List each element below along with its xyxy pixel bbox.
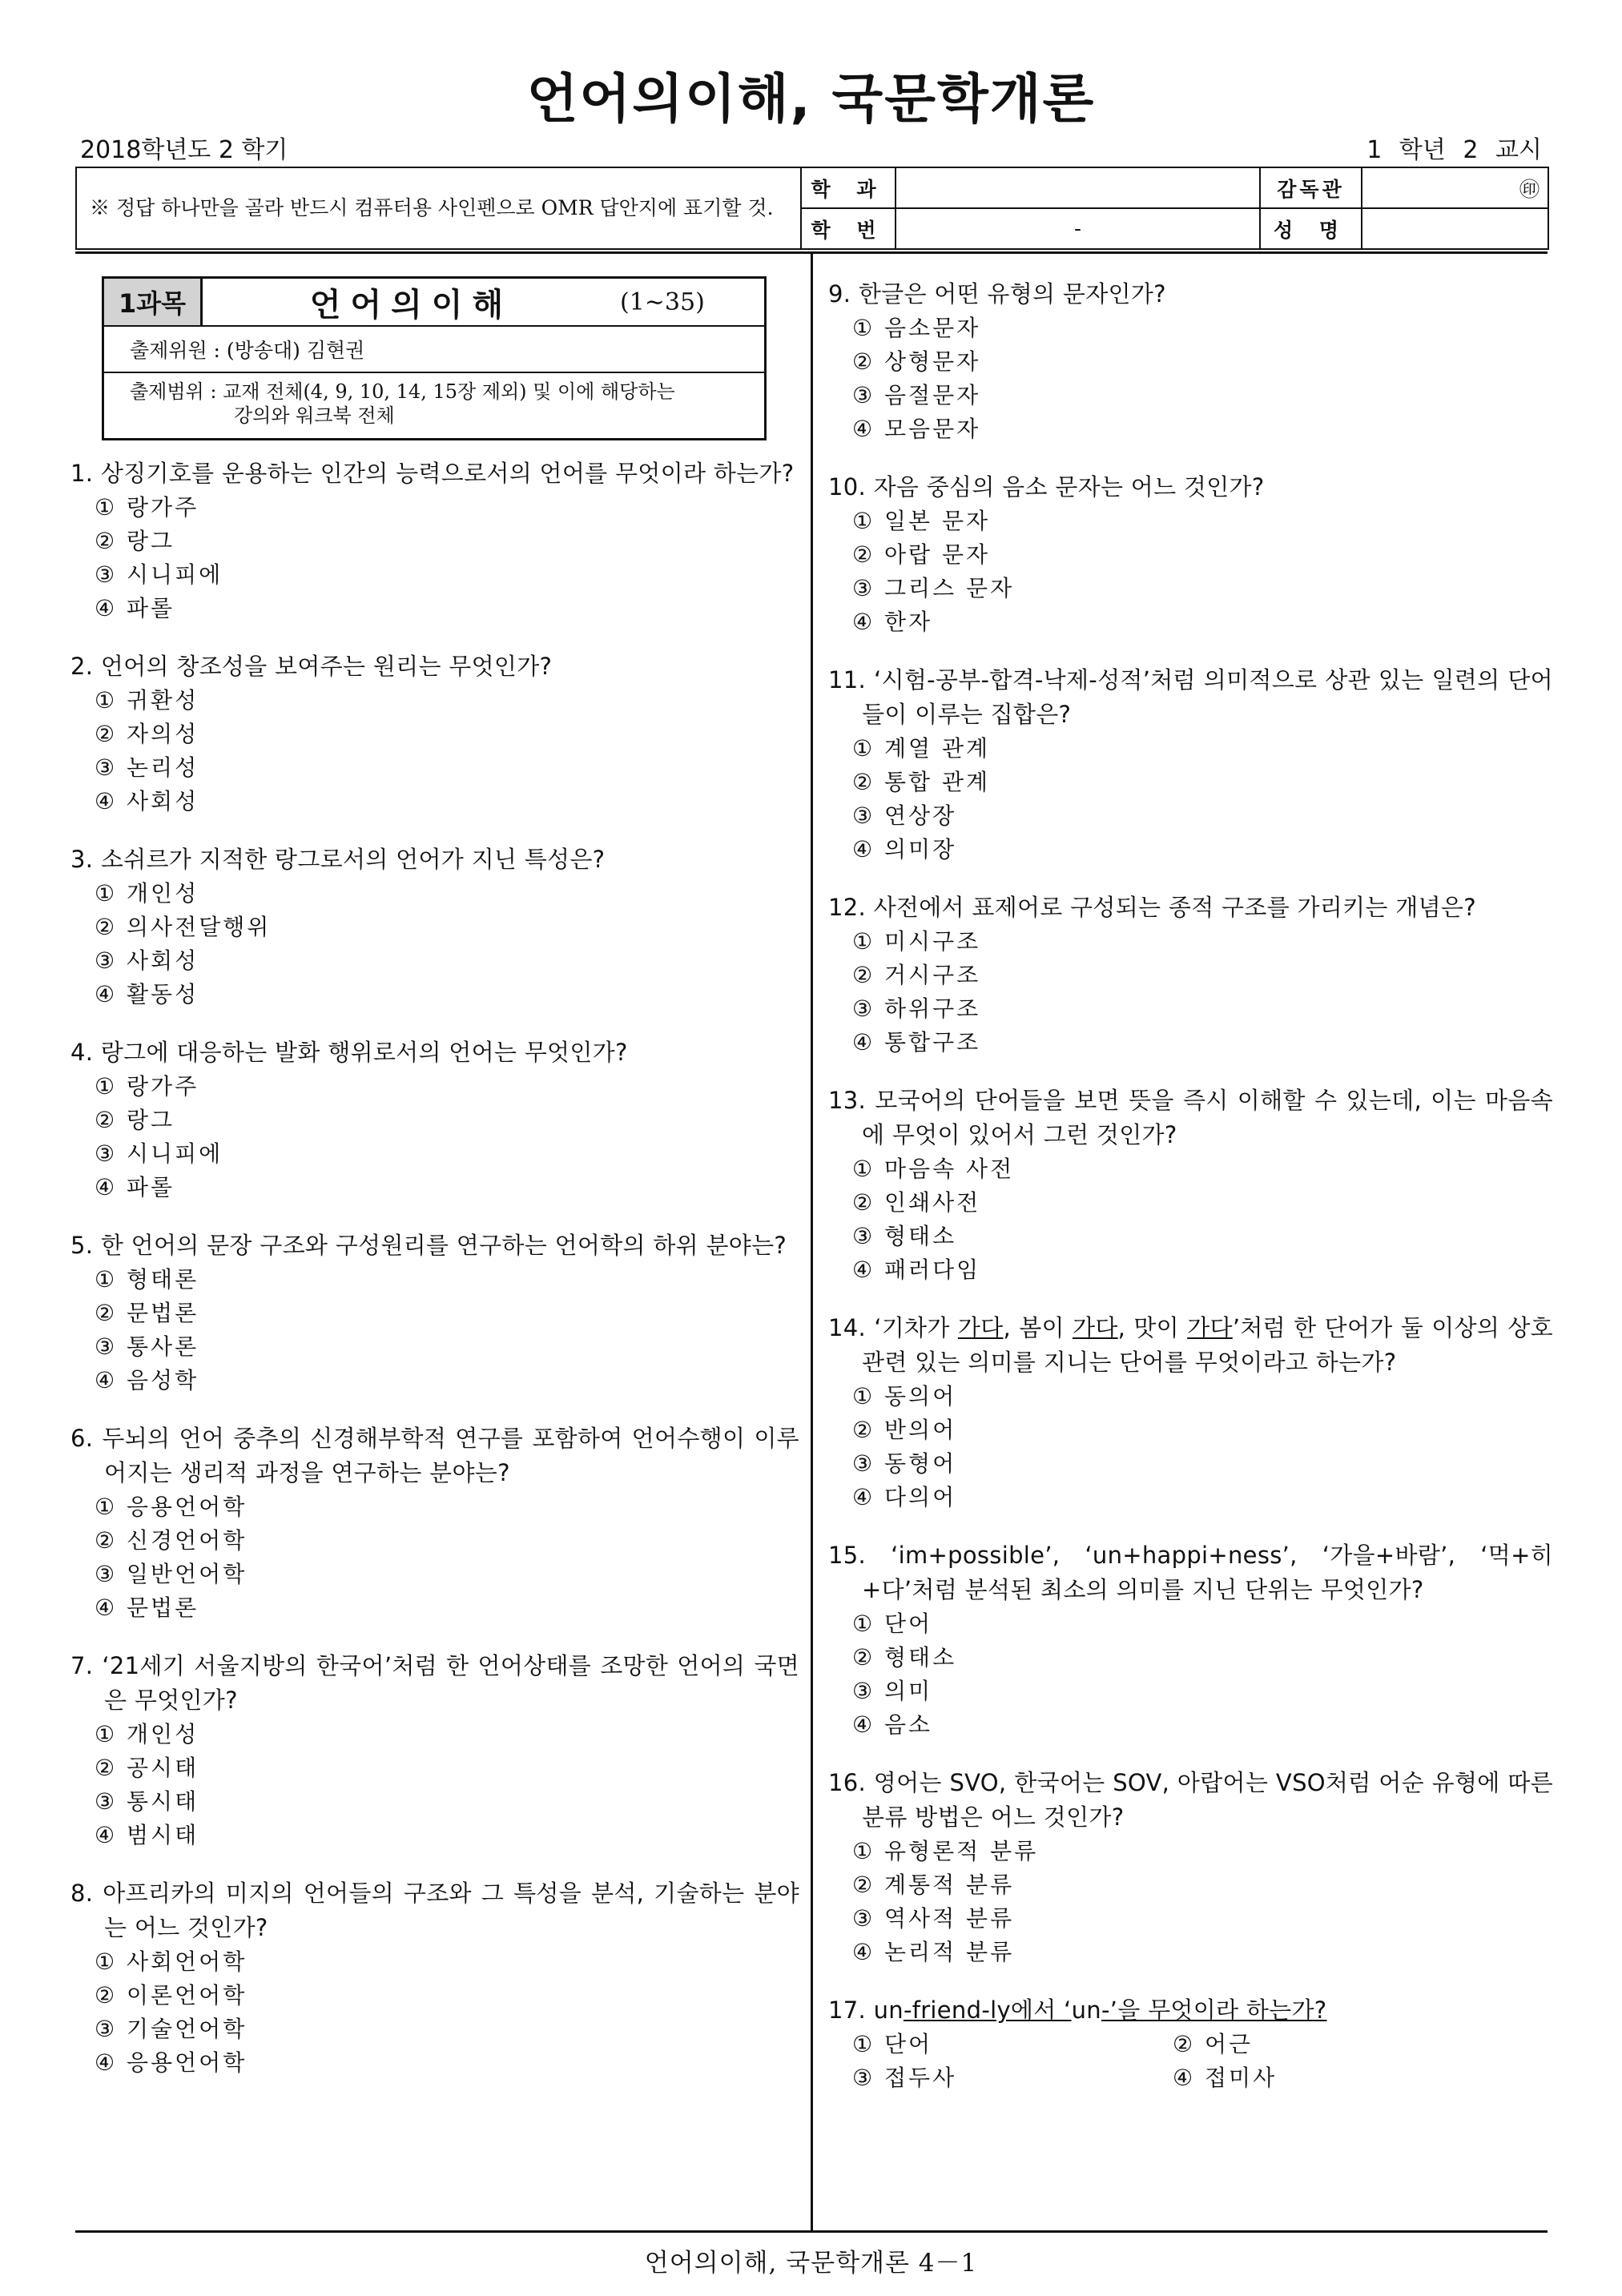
answer-option-text: ③ 사회성 xyxy=(95,947,199,974)
answer-option-text: ③ 음절문자 xyxy=(852,382,981,408)
question-body: 상징기호를 운용하는 인간의 능력으로서의 언어를 무엇이라 하는가? xyxy=(100,460,795,487)
answer-option-text: ② 형태소 xyxy=(852,1644,957,1671)
answer-option xyxy=(828,505,1553,538)
answer-option xyxy=(70,1718,799,1751)
question-text-part: un xyxy=(1071,1996,1101,2024)
question-number: 3. xyxy=(70,846,94,873)
answer-option-text: ② 이론언어학 xyxy=(95,1982,248,2008)
question-item xyxy=(828,1993,1553,2095)
answer-option xyxy=(828,379,1553,412)
question-number: 6. xyxy=(70,1425,94,1452)
question-item xyxy=(70,1035,799,1204)
answer-option-text: ③ 의미 xyxy=(852,1678,933,1704)
question-body: 영어는 SVO, 한국어는 SOV, 아랍어는 VSO처럼 어순 유형에 따른 분류 방법은 어느 것인가? xyxy=(862,1769,1553,1831)
answer-option-text: ① 랑가주 xyxy=(95,1073,199,1100)
answer-option-text: ④ 응용언어학 xyxy=(95,2049,248,2076)
answer-option xyxy=(828,833,1553,867)
question-number: 13. xyxy=(828,1087,867,1114)
question-item xyxy=(828,1766,1553,1969)
answer-option-text: ② 아랍 문자 xyxy=(852,541,991,568)
answer-option-text: ② 의사전달행위 xyxy=(95,914,272,940)
seal-icon: ㊞ xyxy=(1519,177,1539,201)
answer-option xyxy=(828,345,1553,379)
answer-option-text: ④ 다의어 xyxy=(852,1484,957,1510)
answer-option xyxy=(828,1902,1553,1936)
answer-option-text: ② 신경언어학 xyxy=(95,1527,248,1554)
answer-option xyxy=(70,2013,799,2046)
answer-option-text: ③ 시니피에 xyxy=(95,1140,223,1167)
answer-option xyxy=(1173,2028,1493,2061)
answer-option-text: ③ 통사론 xyxy=(95,1333,199,1360)
answer-option xyxy=(70,491,799,525)
period-label: 1 학년 2 교시 xyxy=(1366,136,1542,164)
answer-option xyxy=(70,1263,799,1297)
answer-option xyxy=(70,1945,799,1979)
answer-option xyxy=(828,799,1553,833)
question-item xyxy=(70,1649,799,1852)
underlined-text: -’을 무엇이라 하는가? xyxy=(1101,1996,1327,2024)
answer-option xyxy=(70,1524,799,1558)
answer-option-text: ③ 논리성 xyxy=(95,754,199,781)
answer-option xyxy=(70,1490,799,1524)
question-text xyxy=(70,1876,799,1945)
answer-option xyxy=(70,558,799,592)
answer-option-text: ② 인쇄사전 xyxy=(852,1189,981,1216)
answer-option-text: ① 단어 xyxy=(852,2031,933,2057)
question-item xyxy=(828,1084,1553,1287)
answer-option xyxy=(828,1641,1553,1675)
answer-option xyxy=(70,944,799,978)
underlined-text: 가다 xyxy=(1073,1314,1118,1341)
question-number: 1. xyxy=(70,460,94,487)
answer-option-text: ④ 논리적 분류 xyxy=(852,1939,1015,1965)
answer-option xyxy=(70,1104,799,1137)
question-item xyxy=(70,649,799,818)
answer-option xyxy=(828,312,1553,345)
answer-option xyxy=(828,1868,1553,1902)
question-text-part: ‘기차가 xyxy=(874,1314,958,1341)
question-text xyxy=(828,1538,1553,1607)
name-label: 성 명 xyxy=(1260,208,1362,249)
question-number: 8. xyxy=(70,1880,94,1907)
question-body: 랑그에 대응하는 발화 행위로서의 언어는 무엇인가? xyxy=(100,1039,628,1066)
question-body: ‘21세기 서울지방의 한국어’처럼 한 언어상태를 조망한 언어의 국면은 무엇인가? xyxy=(102,1652,799,1714)
question-number: 17. xyxy=(828,1996,867,2024)
answer-option xyxy=(828,1675,1553,1708)
answer-option xyxy=(70,1137,799,1171)
answer-option xyxy=(828,1220,1553,1253)
answer-option-text: ③ 동형어 xyxy=(852,1450,957,1477)
question-text xyxy=(828,1311,1553,1380)
answer-option xyxy=(852,2028,1173,2061)
answer-option xyxy=(828,1936,1553,1969)
answer-option-text: ① 응용언어학 xyxy=(95,1494,248,1520)
student-id-field[interactable]: - xyxy=(896,208,1260,249)
question-number: 10. xyxy=(828,473,867,501)
info-table xyxy=(75,167,1549,250)
answer-option-text: ① 형태론 xyxy=(95,1266,199,1293)
answer-option-text: ③ 시니피에 xyxy=(95,561,223,588)
question-text xyxy=(828,891,1553,925)
question-item xyxy=(70,1876,799,2080)
page-footer: 언어의이해, 국문학개론 4－1 xyxy=(644,2249,978,2278)
answer-option xyxy=(828,1835,1553,1868)
question-text-part: , 봄이 xyxy=(1003,1314,1073,1341)
notice-text: ※ 정답 하나만을 골라 반드시 컴퓨터용 사인펜으로 OMR 답안지에 표기할 것. xyxy=(76,167,801,249)
underlined-text: 가다 xyxy=(1187,1314,1233,1341)
answer-option xyxy=(828,1186,1553,1220)
subject-scope-line1: 출제범위 : 교재 전체(4, 9, 10, 14, 15장 제외) 및 이에 해당하는 xyxy=(130,380,675,403)
answer-option-text: ④ 의미장 xyxy=(852,836,957,863)
answer-option-text: ② 어근 xyxy=(1173,2031,1254,2057)
answer-option xyxy=(852,2061,1173,2095)
answer-option xyxy=(828,1607,1553,1641)
question-text xyxy=(828,1993,1553,2028)
answer-option xyxy=(70,1591,799,1625)
question-body: 한글은 어떤 유형의 문자인가? xyxy=(858,280,1166,308)
answer-option-text: ③ 통시태 xyxy=(95,1788,199,1815)
question-number: 2. xyxy=(70,653,94,680)
answer-option-text: ② 반의어 xyxy=(852,1417,957,1443)
divider-bottom xyxy=(75,2230,1548,2233)
question-body: 언어의 창조성을 보여주는 원리는 무엇인가? xyxy=(100,653,553,680)
question-item xyxy=(70,1421,799,1625)
answer-option-text: ④ 통합구조 xyxy=(852,1029,981,1056)
answer-option-text: ④ 한자 xyxy=(852,609,933,635)
answer-option-text: ① 동의어 xyxy=(852,1383,957,1409)
question-text xyxy=(70,1035,799,1070)
question-body: 아프리카의 미지의 언어들의 구조와 그 특성을 분석, 기술하는 분야는 어느 것인가? xyxy=(103,1880,799,1941)
answer-option-text: ③ 기술언어학 xyxy=(95,2016,248,2042)
answer-option xyxy=(70,785,799,818)
answer-option xyxy=(828,1413,1553,1447)
name-field[interactable] xyxy=(1362,208,1548,249)
answer-option-text: ④ 범시태 xyxy=(95,1822,199,1848)
question-body: 사전에서 표제어로 구성되는 종적 구조를 가리키는 개념은? xyxy=(873,894,1476,921)
question-number: 15. xyxy=(828,1542,867,1569)
question-body: 한 언어의 문장 구조와 구성원리를 연구하는 언어학의 하위 분야는? xyxy=(100,1232,787,1259)
answer-option-text: ① 단어 xyxy=(852,1610,933,1637)
answer-option xyxy=(70,1785,799,1819)
term-label: 2018학년도 2 학기 xyxy=(80,136,288,164)
answer-option xyxy=(70,2046,799,2080)
answer-option-text: ① 유형론적 분류 xyxy=(852,1838,1039,1864)
subject-range: (1∼35) xyxy=(620,288,705,316)
answer-option-text: ① 음소문자 xyxy=(852,315,981,341)
answer-option-text: ④ 접미사 xyxy=(1173,2065,1278,2091)
answer-option xyxy=(70,1558,799,1591)
questions-right-column xyxy=(828,277,1553,2119)
answer-option-text: ④ 음소 xyxy=(852,1711,933,1738)
question-number: 9. xyxy=(828,280,851,308)
answer-option-text: ② 통합 관계 xyxy=(852,769,991,795)
answer-option xyxy=(828,1708,1553,1742)
exam-title: 언어의이해, 국문학개론 xyxy=(526,68,1096,130)
subject-name: 언어의이해 xyxy=(309,286,513,324)
question-item xyxy=(70,1228,799,1397)
question-number: 12. xyxy=(828,894,867,921)
question-item xyxy=(828,277,1553,446)
question-text xyxy=(828,277,1553,312)
answer-option xyxy=(828,572,1553,605)
answer-option xyxy=(70,592,799,625)
question-text xyxy=(70,1421,799,1490)
answer-option-text: ③ 형태소 xyxy=(852,1223,957,1249)
question-number: 4. xyxy=(70,1039,94,1066)
answer-option xyxy=(828,1152,1553,1186)
question-item xyxy=(828,1538,1553,1742)
question-text xyxy=(828,663,1553,732)
supervisor-label: 감독관 xyxy=(1260,167,1362,208)
answer-option-text: ① 사회언어학 xyxy=(95,1948,248,1975)
answer-option-text: ② 상형문자 xyxy=(852,348,981,375)
answer-option-text: ② 문법론 xyxy=(95,1300,199,1326)
answer-option xyxy=(828,538,1553,572)
answer-option xyxy=(70,1979,799,2013)
answer-option-text: ② 계통적 분류 xyxy=(852,1872,1015,1898)
answer-option xyxy=(828,1380,1553,1413)
answer-option xyxy=(828,766,1553,799)
question-number: 5. xyxy=(70,1232,94,1259)
question-text-part: un xyxy=(873,1996,904,2024)
answer-option-text: ① 마음속 사전 xyxy=(852,1156,1015,1182)
question-body: ‘im+possible’, ‘un+happi+ness’, ‘가을+바람’, ‘먹+히+다’처럼 분석된 최소의 의미를 지닌 단위는 무엇인가? xyxy=(862,1542,1553,1603)
question-body: ‘시험-공부-합격-낙제-성적’처럼 의미적으로 상관 있는 일련의 단어들이 이루는 집합은? xyxy=(862,666,1553,728)
answer-option xyxy=(828,959,1553,992)
question-body: 두뇌의 언어 중추의 신경해부학적 연구를 포함하여 언어수행이 이루어지는 생리적 과정을 연구하는 분야는? xyxy=(102,1425,799,1486)
answer-option xyxy=(1173,2061,1493,2095)
dept-field[interactable] xyxy=(896,167,1260,208)
question-text xyxy=(70,842,799,877)
answer-option xyxy=(70,1171,799,1204)
underlined-text: -friend-ly에서 ‘ xyxy=(903,1996,1072,2024)
answer-option xyxy=(70,1297,799,1330)
answer-option xyxy=(828,732,1553,766)
answer-option xyxy=(70,877,799,911)
answer-option-text: ① 개인성 xyxy=(95,1721,199,1747)
answer-option xyxy=(70,978,799,1011)
subject-scope-line2: 강의와 워크북 전체 xyxy=(234,404,395,427)
question-text xyxy=(70,1228,799,1263)
dept-label: 학 과 xyxy=(801,167,896,208)
answer-option xyxy=(828,1026,1553,1060)
question-item xyxy=(828,891,1553,1060)
question-number: 11. xyxy=(828,666,867,694)
answer-option-text: ② 거시구조 xyxy=(852,962,981,988)
question-item xyxy=(828,1311,1553,1514)
answer-option-text: ① 계열 관계 xyxy=(852,735,991,762)
answer-option-text: ① 랑가주 xyxy=(95,494,199,521)
answer-option-text: ① 일본 문자 xyxy=(852,508,991,534)
answer-option-text: ② 랑그 xyxy=(95,1107,175,1133)
answer-option xyxy=(828,1253,1553,1287)
answer-option-text: ④ 음성학 xyxy=(95,1367,199,1393)
answer-option xyxy=(70,1751,799,1785)
question-number: 16. xyxy=(828,1769,867,1796)
answer-option-text: ③ 일반언어학 xyxy=(95,1561,248,1587)
question-item xyxy=(70,842,799,1011)
answer-option-text: ④ 활동성 xyxy=(95,981,199,1007)
question-number: 14. xyxy=(828,1314,867,1341)
answer-option-text: ① 미시구조 xyxy=(852,928,981,955)
answer-option-text: ③ 하위구조 xyxy=(852,995,981,1022)
answer-option-text: ① 귀환성 xyxy=(95,687,199,714)
column-divider xyxy=(811,253,813,2231)
subject-box xyxy=(102,276,767,440)
question-text xyxy=(70,1649,799,1718)
answer-option xyxy=(70,1070,799,1104)
answer-option-text: ④ 파롤 xyxy=(95,1174,175,1200)
subject-examiner: 출제위원 : (방송대) 김현권 xyxy=(104,327,764,373)
answer-option xyxy=(70,525,799,558)
question-body: 자음 중심의 음소 문자는 어느 것인가? xyxy=(873,473,1265,501)
answer-option xyxy=(70,1330,799,1364)
question-text xyxy=(828,470,1553,505)
subject-scope xyxy=(104,373,764,428)
question-item xyxy=(70,456,799,625)
question-body: 소쉬르가 지적한 랑그로서의 언어가 지닌 특성은? xyxy=(100,846,606,873)
question-text xyxy=(828,1084,1553,1152)
answer-option-text: ④ 문법론 xyxy=(95,1594,199,1621)
answer-option xyxy=(828,992,1553,1026)
answer-option xyxy=(828,1447,1553,1481)
answer-option-text: ② 랑그 xyxy=(95,528,175,554)
question-item xyxy=(828,663,1553,867)
answer-option-text: ④ 모음문자 xyxy=(852,416,981,442)
question-text xyxy=(828,1766,1553,1835)
answer-option xyxy=(828,1481,1553,1514)
answer-option xyxy=(70,751,799,785)
answer-option xyxy=(70,684,799,718)
answer-option-text: ④ 파롤 xyxy=(95,595,175,621)
answer-option xyxy=(828,605,1553,639)
answer-option-text: ③ 그리스 문자 xyxy=(852,575,1015,601)
question-text-part: ’처럼 한 단어가 둘 이상의 상호 관련 있는 의미를 지니는 단어를 무엇이라고 하는가? xyxy=(862,1314,1553,1376)
answer-option-text: ② 공시태 xyxy=(95,1755,199,1781)
answer-option-text: ③ 역사적 분류 xyxy=(852,1905,1015,1932)
answer-option xyxy=(70,1819,799,1852)
answer-option xyxy=(70,718,799,751)
question-body: 모국어의 단어들을 보면 뜻을 즉시 이해할 수 있는데, 이는 마음속에 무엇이 있어서 그런 것인가? xyxy=(862,1087,1553,1148)
question-text xyxy=(70,456,799,491)
answer-option xyxy=(70,911,799,944)
answer-option xyxy=(828,412,1553,446)
underlined-text: 가다 xyxy=(957,1314,1004,1341)
question-text xyxy=(70,649,799,684)
answer-option-text: ④ 사회성 xyxy=(95,788,199,814)
answer-option-text: ③ 연상장 xyxy=(852,802,957,829)
answer-option xyxy=(828,925,1553,959)
supervisor-seal-field[interactable] xyxy=(1362,167,1548,208)
answer-option-text: ④ 패러다임 xyxy=(852,1257,981,1283)
subject-label: 1과목 xyxy=(104,279,203,325)
student-id-label: 학 번 xyxy=(801,208,896,249)
questions-left-column xyxy=(70,456,799,2104)
answer-option-text: ③ 접두사 xyxy=(852,2065,957,2091)
question-item xyxy=(828,470,1553,639)
answer-option xyxy=(70,1364,799,1397)
question-text-part: , 맛이 xyxy=(1117,1314,1188,1341)
answer-option-text: ① 개인성 xyxy=(95,880,199,907)
answer-option-text: ② 자의성 xyxy=(95,721,199,747)
question-number: 7. xyxy=(70,1652,94,1679)
